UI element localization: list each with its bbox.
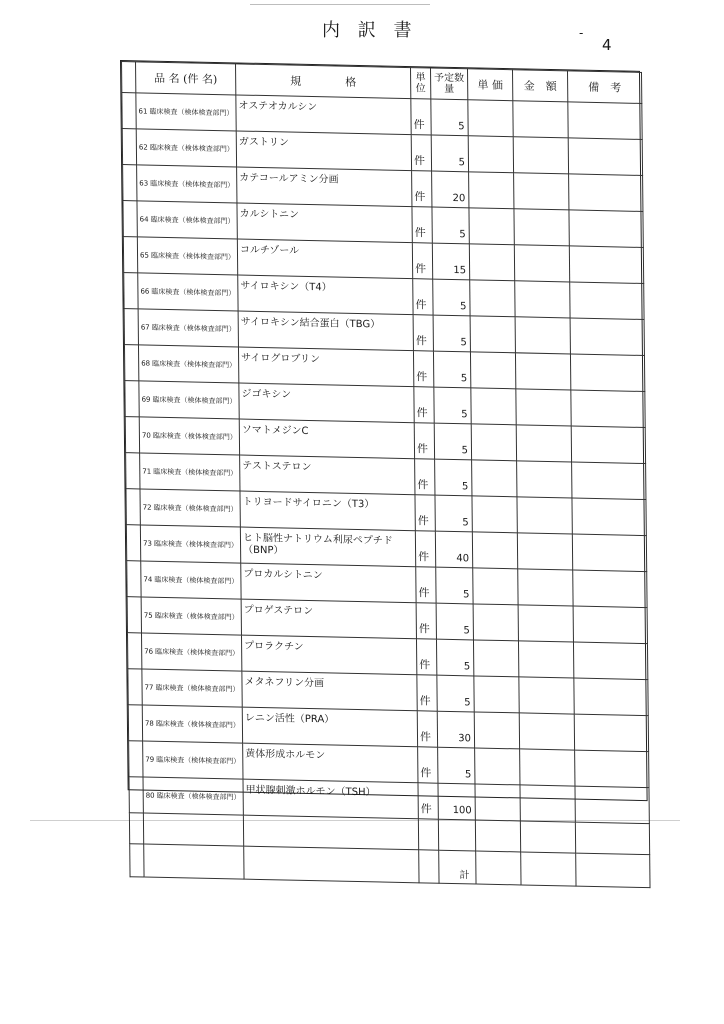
qty-cell: 5 [433, 351, 470, 388]
margin-header [122, 62, 136, 93]
row-number: 63 [139, 178, 149, 188]
item-name-cell [137, 165, 237, 203]
spec-cell: ソマトメジンC [239, 419, 414, 459]
unit-cell: 件 [418, 747, 438, 783]
corner-mark: - [579, 26, 584, 40]
spec-cell: サイロキシン（T4） [238, 275, 413, 315]
item-name: 臨床検査（検体検査部門） [152, 431, 237, 441]
item-name: 臨床検査（検体検査部門） [153, 467, 238, 477]
unit-cell: 件 [413, 315, 433, 351]
unit-price-cell [472, 496, 517, 533]
qty-cell: 5 [433, 315, 470, 352]
row-margin [129, 741, 143, 777]
row-margin [128, 669, 142, 705]
item-name-cell [142, 705, 242, 743]
amount-cell [514, 245, 569, 282]
unit-price-cell [469, 172, 514, 209]
unit-price-cell [475, 748, 520, 785]
amount-cell [514, 173, 569, 210]
note-cell [568, 138, 642, 176]
row-margin [124, 273, 138, 309]
unit-price-cell [471, 424, 516, 461]
item-name: 臨床検査（検体検査部門） [156, 791, 241, 802]
spec-cell: ヒト脳性ナトリウム利尿ペプチド（BNP） [240, 527, 415, 567]
item-name-cell [136, 93, 236, 131]
note-cell [570, 354, 644, 392]
note-cell [575, 750, 649, 788]
item-name: 臨床検査（検体検査部門） [156, 755, 241, 766]
note-cell [572, 534, 646, 572]
item-name-cell [139, 417, 239, 455]
item-name-cell [137, 201, 237, 239]
amount-cell [517, 461, 572, 498]
amount-cell [515, 353, 570, 390]
spec-cell: オステオカルシン [236, 95, 411, 135]
qty-cell: 20 [432, 171, 469, 208]
row-margin [124, 309, 138, 345]
item-name-cell [138, 309, 238, 347]
unit-price-cell [473, 568, 518, 605]
item-name: 臨床検査（検体検査部門） [154, 611, 239, 622]
row-number: 69 [141, 394, 151, 404]
note-cell [571, 426, 645, 464]
unit-price-cell [469, 208, 514, 245]
unit-cell: 件 [414, 387, 434, 423]
row-number: 62 [138, 142, 148, 152]
qty-cell: 5 [431, 135, 468, 172]
item-name-cell [138, 273, 238, 311]
row-margin [127, 597, 141, 633]
row-number: 71 [142, 466, 152, 476]
row-margin [127, 561, 141, 597]
row-number: 74 [143, 575, 153, 584]
item-name-cell [139, 381, 239, 419]
header-unit: 単位 [410, 68, 430, 99]
item-name-cell [141, 633, 241, 671]
row-number: 75 [143, 611, 153, 620]
note-cell [569, 210, 643, 248]
unit-price-cell [471, 388, 516, 425]
qty-cell: 5 [434, 423, 471, 460]
row-margin [129, 777, 143, 813]
note-cell [571, 390, 645, 428]
row-number: 79 [145, 755, 155, 764]
row-margin [126, 525, 140, 561]
spec-cell: テストステロン [240, 455, 415, 495]
spec-cell: カテコールアミン分画 [237, 167, 412, 207]
unit-price-cell [473, 640, 518, 677]
unit-cell: 件 [415, 459, 435, 495]
note-cell [574, 678, 648, 716]
item-name: 臨床検査（検体検査部門） [151, 323, 236, 333]
unit-price-cell [474, 676, 519, 713]
row-margin [125, 417, 139, 453]
item-name: 臨床検査（検体検査部門） [151, 287, 236, 297]
qty-cell: 15 [432, 243, 469, 280]
row-margin [125, 381, 139, 417]
qty-cell: 5 [435, 459, 472, 496]
header-qty: 予定数量 [430, 68, 467, 100]
note-cell [572, 462, 646, 500]
row-margin [126, 453, 140, 489]
item-name-cell [140, 453, 240, 491]
unit-cell: 件 [417, 675, 437, 711]
unit-price-cell [474, 712, 519, 749]
document-title: 内 訳 書 [322, 20, 418, 41]
item-name: 臨床検査（検体検査部門） [155, 647, 240, 658]
unit-cell: 件 [414, 423, 434, 459]
unit-cell: 件 [411, 99, 431, 135]
spec-cell: メタネフリン分画 [242, 671, 417, 711]
qty-cell: 30 [437, 711, 474, 748]
row-margin [122, 129, 136, 165]
qty-cell: 5 [438, 747, 475, 784]
unit-cell: 件 [415, 495, 435, 531]
row-number: 73 [143, 539, 153, 548]
header-spec: 規 格 [236, 64, 411, 99]
note-cell [573, 570, 647, 608]
row-number: 65 [139, 250, 149, 260]
unit-price-cell [468, 100, 513, 137]
note-cell [574, 714, 648, 752]
unit-cell: 件 [412, 243, 432, 279]
item-name: 臨床検査（検体検査部門） [153, 539, 239, 549]
qty-cell: 5 [437, 675, 474, 712]
header-amount: 金 額 [512, 70, 567, 102]
note-cell [570, 318, 644, 356]
item-name-cell [140, 489, 240, 527]
amount-cell [515, 317, 570, 354]
spec-cell: プロゲステロン [241, 599, 416, 639]
spec-cell: ガストリン [236, 131, 411, 171]
unit-cell: 件 [416, 603, 436, 639]
qty-cell: 5 [436, 567, 473, 604]
row-margin [123, 237, 137, 273]
spec-cell: ジゴキシン [239, 383, 414, 423]
unit-cell: 件 [416, 567, 436, 603]
unit-price-cell [472, 532, 517, 569]
header-note: 備 考 [567, 71, 641, 104]
unit-cell: 件 [415, 531, 435, 567]
amount-cell [513, 101, 568, 138]
spec-cell: コルチゾール [237, 239, 412, 279]
amount-cell [519, 713, 574, 750]
amount-cell [518, 605, 573, 642]
qty-cell: 5 [434, 387, 471, 424]
table-body [122, 93, 650, 824]
amount-cell [518, 641, 573, 678]
amount-cell [516, 389, 571, 426]
unit-price-cell [469, 244, 514, 281]
unit-cell: 件 [411, 135, 431, 171]
spec-cell: プロカルシトニン [241, 563, 416, 603]
row-number: 78 [144, 719, 154, 728]
unit-price-cell [473, 604, 518, 641]
item-name: 臨床検査（検体検査部門） [155, 683, 240, 694]
amount-cell [517, 533, 572, 570]
header-unit-price: 単 価 [467, 69, 512, 101]
qty-cell: 5 [435, 495, 472, 532]
unit-cell: 件 [413, 351, 433, 387]
unit-price-cell [470, 352, 515, 389]
qty-cell: 5 [431, 99, 468, 136]
note-cell [573, 642, 647, 680]
item-name: 臨床検査（検体検査部門） [152, 359, 237, 369]
unit-cell: 件 [416, 639, 436, 675]
item-name-cell [137, 237, 237, 275]
note-cell [575, 786, 649, 824]
spec-cell: カルシトニン [237, 203, 412, 243]
row-number: 68 [141, 358, 151, 368]
row-margin [123, 201, 137, 237]
qty-cell: 5 [436, 603, 473, 640]
row-margin [124, 345, 138, 381]
spec-cell: プロラクチン [241, 635, 416, 675]
unit-price-cell [470, 280, 515, 317]
amount-cell [513, 137, 568, 174]
amount-cell [517, 497, 572, 534]
unit-price-cell [468, 136, 513, 173]
row-margin [128, 705, 142, 741]
item-name: 臨床検査（検体検査部門） [154, 575, 239, 586]
page-number: 4 [602, 36, 612, 54]
note-cell [573, 606, 647, 644]
item-name: 臨床検査（検体検査部門） [149, 107, 234, 117]
item-name-cell [141, 561, 241, 599]
row-number: 70 [141, 430, 151, 440]
row-margin [123, 165, 137, 201]
item-name: 臨床検査（検体検査部門） [149, 143, 234, 153]
qty-cell: 5 [432, 207, 469, 244]
amount-cell [518, 569, 573, 606]
row-number: 66 [140, 286, 150, 296]
item-name-cell [141, 597, 241, 635]
spec-cell: レニン活性（PRA） [242, 707, 417, 747]
qty-cell: 5 [433, 279, 470, 316]
unit-cell: 件 [413, 279, 433, 315]
unit-cell: 件 [412, 207, 432, 243]
row-margin [127, 633, 141, 669]
item-name-cell [143, 741, 243, 779]
row-number: 64 [139, 214, 149, 224]
amount-cell [520, 785, 575, 822]
qty-cell: 100 [438, 783, 475, 820]
note-cell [572, 498, 646, 536]
note-cell [570, 282, 644, 320]
item-name: 臨床検査（検体検査部門） [152, 395, 237, 405]
spec-cell: サイロキシン結合蛋白（TBG） [238, 311, 413, 351]
total-label: 計 [439, 850, 476, 884]
row-number: 67 [140, 322, 150, 332]
note-cell [569, 174, 643, 212]
item-name: 臨床検査（検体検査部門） [153, 503, 238, 513]
item-name: 臨床検査（検体検査部門） [150, 215, 235, 225]
item-name-cell [136, 129, 236, 167]
unit-price-cell [475, 784, 520, 821]
row-number: 80 [145, 791, 155, 800]
item-name-cell [140, 525, 240, 563]
amount-cell [516, 425, 571, 462]
amount-cell [515, 281, 570, 318]
item-name: 臨床検査（検体検査部門） [150, 179, 235, 189]
row-number: 72 [142, 502, 152, 512]
item-name-cell [142, 669, 242, 707]
spec-cell: 黄体形成ホルモン [243, 743, 418, 783]
row-margin [126, 489, 140, 525]
amount-cell [520, 749, 575, 786]
breakdown-table [121, 61, 651, 888]
header-name: 品 名 (件 名) [136, 62, 236, 95]
amount-cell [514, 209, 569, 246]
row-number: 77 [144, 683, 154, 692]
row-number: 76 [144, 647, 154, 656]
breakdown-sheet [120, 60, 648, 882]
item-name-cell [138, 345, 238, 383]
unit-cell: 件 [412, 171, 432, 207]
item-name: 臨床検査（検体検査部門） [155, 719, 240, 730]
scan-artifact-top [250, 4, 430, 5]
spec-cell: サイログロブリン [238, 347, 413, 387]
spec-cell: 甲状腺刺激ホルモン（TSH） [243, 779, 418, 819]
qty-cell: 40 [435, 531, 472, 568]
item-name-cell [143, 777, 243, 815]
spec-cell: トリヨードサイロニン（T3） [240, 491, 415, 531]
qty-cell: 5 [436, 639, 473, 676]
row-margin [122, 93, 136, 129]
item-name: 臨床検査（検体検査部門） [150, 251, 235, 261]
row-number: 61 [138, 106, 148, 116]
note-cell [568, 102, 642, 140]
unit-cell: 件 [417, 711, 437, 747]
unit-price-cell [470, 316, 515, 353]
unit-price-cell [472, 460, 517, 497]
amount-cell [519, 677, 574, 714]
unit-cell: 件 [418, 783, 438, 819]
note-cell [569, 246, 643, 284]
